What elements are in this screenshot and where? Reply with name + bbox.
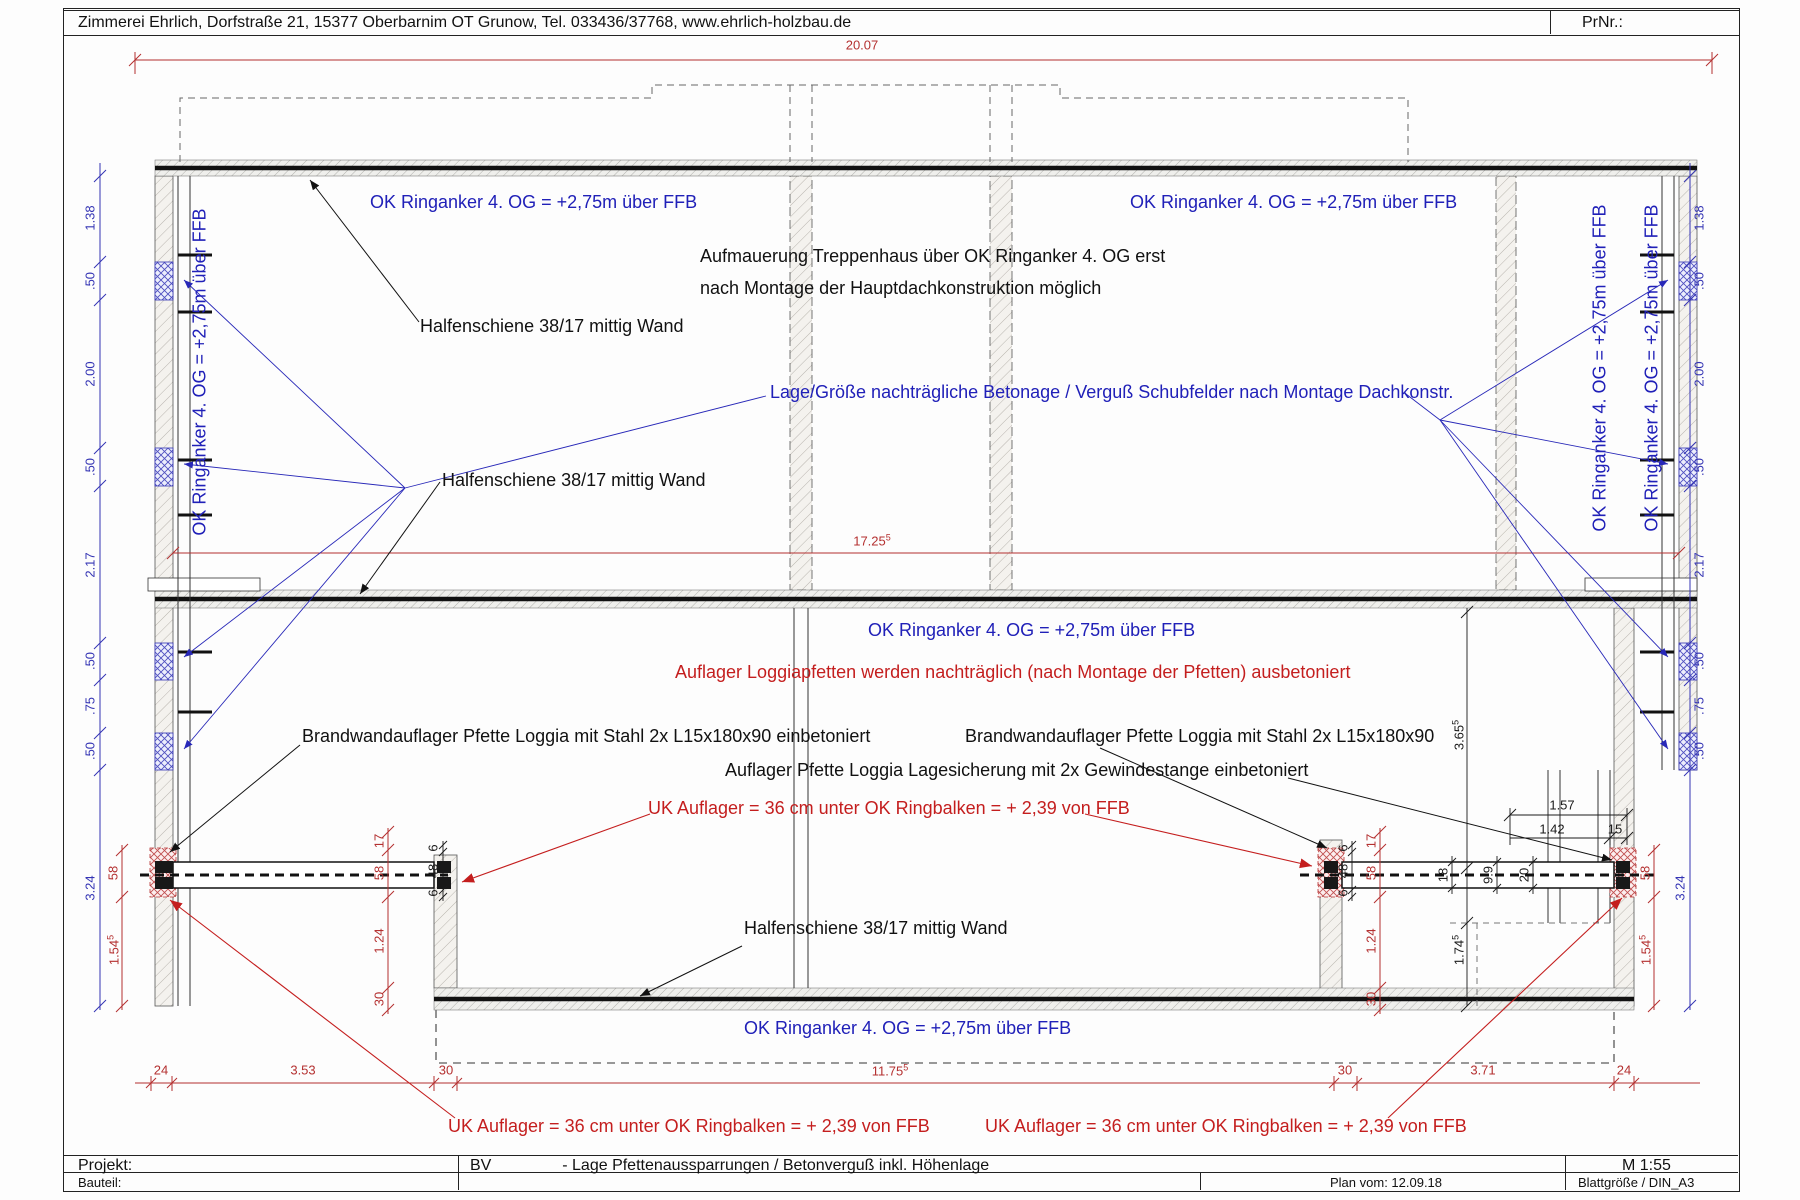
company-line: Zimmerei Ehrlich, Dorfstraße 21, 15377 Oberbarnim OT Grunow, Tel. 033436/37768, www.ehrlich-holzbau.de bbox=[78, 14, 852, 31]
note-ok-ringanker-top-left: OK Ringanker 4. OG = +2,75m über FFB bbox=[370, 192, 698, 212]
dim-b1175: 11.75$^5$ bbox=[871, 1062, 909, 1079]
dim-b24-right: 24 bbox=[1616, 1062, 1632, 1078]
dim-lp-6b: 6 bbox=[425, 889, 441, 897]
dim-l-138: 1.38 bbox=[82, 205, 98, 231]
dim-365: 3.65$^5$ bbox=[1450, 719, 1467, 751]
note-lagesicherung: Auflager Pfette Loggia Lagesicherung mit 2x Gewindestange einbetoniert bbox=[725, 760, 1309, 780]
dim-rp-124: 1.24 bbox=[1363, 928, 1379, 954]
titleblock-div-3 bbox=[1565, 1155, 1566, 1190]
note-ok-ringanker-right-vertical-2: OK Ringanker 4. OG = +2,75m über FFB bbox=[1641, 204, 1662, 532]
dim-bw-48: 48 bbox=[1335, 863, 1351, 879]
dim-total-width: 20.07 bbox=[845, 37, 879, 53]
dim-b371: 3.71 bbox=[1470, 1062, 1496, 1078]
dim-l-217: 2.17 bbox=[82, 552, 98, 578]
titleblock-div-2 bbox=[1200, 1172, 1201, 1190]
note-uk-auflager-mid: UK Auflager = 36 cm unter OK Ringbalken = + 2,39 von FFB bbox=[648, 798, 1130, 818]
note-ok-ringanker-top-right: OK Ringanker 4. OG = +2,75m über FFB bbox=[1130, 192, 1458, 212]
note-uk-auflager-bottom-right: UK Auflager = 36 cm unter OK Ringbalken = + 2,39 von FFB bbox=[985, 1116, 1467, 1136]
note-aufmauerung-line1: Aufmauerung Treppenhaus über OK Ringanker 4. OG erst bbox=[700, 246, 1166, 266]
dim-r-217: 2.17 bbox=[1691, 552, 1707, 578]
dim-span-1725: 17.25$^5$ bbox=[853, 532, 891, 549]
dim-lw-154: 1.54$^5$ bbox=[105, 934, 122, 966]
bauteil-label: Bauteil: bbox=[78, 1175, 122, 1190]
dim-rw-58: 58 bbox=[1637, 865, 1653, 881]
dim-99: 9.9 bbox=[1480, 865, 1496, 885]
prnr-label: PrNr.: bbox=[1582, 14, 1623, 31]
dim-r-50d: .50 bbox=[1691, 741, 1707, 761]
dim-b353: 3.53 bbox=[290, 1062, 316, 1078]
dim-15: 15 bbox=[1607, 821, 1623, 837]
note-ok-ringanker-mid: OK Ringanker 4. OG = +2,75m über FFB bbox=[868, 620, 1196, 640]
dim-l-50a: .50 bbox=[82, 271, 98, 291]
note-brandwand-right: Brandwandauflager Pfette Loggia mit Stahl 2x L15x180x90 bbox=[965, 726, 1435, 746]
dim-lp-124: 1.24 bbox=[371, 928, 387, 954]
dim-r-50a: .50 bbox=[1691, 271, 1707, 291]
dim-lp-48: 48 bbox=[425, 863, 441, 879]
note-halfenschiene-2: Halfenschiene 38/17 mittig Wand bbox=[442, 470, 706, 490]
dim-142: 1.42 bbox=[1539, 821, 1565, 837]
dashed-parapet bbox=[180, 85, 1408, 162]
note-halfenschiene-3: Halfenschiene 38/17 mittig Wand bbox=[744, 918, 1008, 938]
dim-r-200: 2.00 bbox=[1691, 361, 1707, 387]
dim-r-324: 3.24 bbox=[1672, 875, 1688, 901]
dim-l-324: 3.24 bbox=[82, 875, 98, 901]
titleblock-div-1 bbox=[458, 1155, 459, 1190]
dim-lp-6a: 6 bbox=[425, 844, 441, 852]
note-ok-ringanker-bottom: OK Ringanker 4. OG = +2,75m über FFB bbox=[744, 1018, 1072, 1038]
dim-157: 1.57 bbox=[1549, 797, 1575, 813]
note-halfenschiene-1: Halfenschiene 38/17 mittig Wand bbox=[420, 316, 684, 336]
titleblock-line-top bbox=[63, 1155, 1738, 1156]
plan-date: Plan vom: 12.09.18 bbox=[1330, 1175, 1443, 1190]
dim-l-75: .75 bbox=[82, 696, 98, 716]
dim-r-75: .75 bbox=[1691, 696, 1707, 716]
dim-b30-left: 30 bbox=[438, 1062, 454, 1078]
dim-rp-58: 58 bbox=[1363, 865, 1379, 881]
dim-bw-6a: 6 bbox=[1335, 844, 1351, 852]
dim-l-50b: .50 bbox=[82, 457, 98, 477]
dim-r-50b: .50 bbox=[1691, 457, 1707, 477]
dim-lp-17: 17 bbox=[371, 833, 387, 849]
dim-bw-6b: 6 bbox=[1335, 889, 1351, 897]
dim-r-50c: .50 bbox=[1691, 651, 1707, 671]
ring-anchor-pockets bbox=[155, 262, 1697, 770]
dim-lp-30: 30 bbox=[371, 991, 387, 1007]
sheet-size: Blattgröße / DIN_A3 bbox=[1578, 1175, 1695, 1190]
note-lage-groesse: Lage/Größe nachträgliche Betonage / Verguß Schubfelder nach Montage Dachkonstr. bbox=[770, 382, 1454, 402]
dim-lp-58: 58 bbox=[371, 865, 387, 881]
bv-label: BV bbox=[470, 1157, 492, 1174]
note-aufmauerung bbox=[700, 240, 1165, 304]
dim-rw-154: 1.54$^5$ bbox=[1637, 934, 1654, 966]
note-aufmauerung-line2: nach Montage der Hauptdachkonstruktion möglich bbox=[700, 278, 1102, 298]
dim-rp-17: 17 bbox=[1363, 833, 1379, 849]
dim-174: 1.74$^5$ bbox=[1450, 934, 1467, 966]
dim-18: 18 bbox=[1435, 867, 1451, 883]
dim-l-50d: .50 bbox=[82, 741, 98, 761]
note-brandwand-left: Brandwandauflager Pfette Loggia mit Stahl 2x L15x180x90 einbetoniert bbox=[302, 726, 871, 746]
note-uk-auflager-bottom-left: UK Auflager = 36 cm unter OK Ringbalken = + 2,39 von FFB bbox=[448, 1116, 930, 1136]
purlins bbox=[140, 861, 1658, 889]
dim-b24-left: 24 bbox=[153, 1062, 169, 1078]
scale-label: M 1:55 bbox=[1622, 1157, 1671, 1174]
dim-l-50c: .50 bbox=[82, 651, 98, 671]
dim-lw-58: 58 bbox=[105, 865, 121, 881]
plan-title: - Lage Pfettenaussparrungen / Betonverguß inkl. Höhenlage bbox=[562, 1157, 990, 1174]
dim-b30-right: 30 bbox=[1337, 1062, 1353, 1078]
note-auflager-loggia: Auflager Loggiapfetten werden nachträglich (nach Montage der Pfetten) ausbetoniert bbox=[675, 662, 1351, 682]
dim-r-138: 1.38 bbox=[1691, 205, 1707, 231]
projekt-label: Projekt: bbox=[78, 1157, 133, 1174]
note-ok-ringanker-left-vertical: OK Ringanker 4. OG = +2,75m über FFB bbox=[189, 208, 210, 536]
dim-20: 20 bbox=[1516, 867, 1532, 883]
note-ok-ringanker-right-vertical-1: OK Ringanker 4. OG = +2,75m über FFB bbox=[1589, 204, 1610, 532]
dim-rp-30: 30 bbox=[1363, 991, 1379, 1007]
bv-line bbox=[470, 1157, 989, 1175]
dim-l-200: 2.00 bbox=[82, 361, 98, 387]
